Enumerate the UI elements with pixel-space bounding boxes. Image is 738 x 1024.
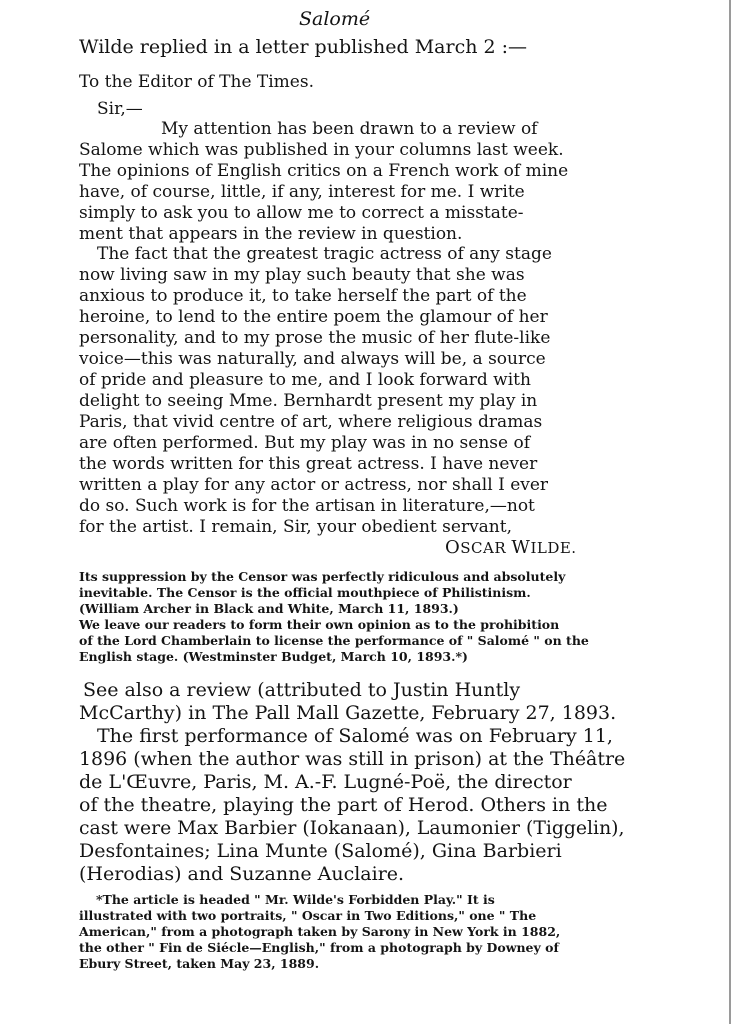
signature xyxy=(445,539,577,557)
letter-line: The opinions of English critics on a French work of mine xyxy=(79,161,569,181)
footnote-line: Ebury Street, taken May 23, 1889. xyxy=(79,956,320,971)
narrative-line: de L'Œuvre, Paris, M. A.-F. Lugné-Poë, the director xyxy=(79,771,572,793)
narrative-line: Desfontaines; Lina Munte (Salomé), Gina Barbieri xyxy=(79,840,562,862)
letter-line: My attention has been drawn to a review of xyxy=(161,119,538,139)
letter-line: have, of course, little, if any, interest for me. I write xyxy=(79,182,525,202)
note-line: English stage. (Westminster Budget, March 10, 1893.*) xyxy=(79,649,468,664)
note-line: of the Lord Chamberlain to license the performance of " Salomé " on the xyxy=(79,633,589,648)
running-head: Salomé xyxy=(299,8,371,30)
narrative-line: cast were Max Barbier (Iokanaan), Laumonier (Tiggelin), xyxy=(79,817,625,839)
page-edge-divider xyxy=(729,0,731,1024)
letter-line: now living saw in my play such beauty that she was xyxy=(79,265,525,285)
letter-line: do so. Such work is for the artisan in literature,—not xyxy=(79,496,535,516)
letter-line: The fact that the greatest tragic actress of any stage xyxy=(97,244,552,264)
letter-salutation: Sir,— xyxy=(97,99,143,119)
note-line: (William Archer in Black and White, March 11, 1893.) xyxy=(79,601,459,616)
signature-part: W xyxy=(511,537,531,558)
narrative-line: 1896 (when the author was still in prison) at the Théâtre xyxy=(79,748,626,770)
letter-line: delight to seeing Mme. Bernhardt present my play in xyxy=(79,391,538,411)
letter-line: simply to ask you to allow me to correct a misstate- xyxy=(79,203,524,223)
letter-line: ment that appears in the review in question. xyxy=(79,224,463,244)
signature-part: SCAR xyxy=(460,539,512,557)
footnote-line: the other " Fin de Siécle—English," from a photograph by Downey of xyxy=(79,940,559,955)
signature-part: O xyxy=(445,537,461,558)
note-line: Its suppression by the Censor was perfectly ridiculous and absolutely xyxy=(79,569,566,584)
intro-line: Wilde replied in a letter published March 2 :— xyxy=(79,36,528,58)
letter-line: personality, and to my prose the music of her flute-like xyxy=(79,328,551,348)
letter-line: the words written for this great actress. I have never xyxy=(79,454,538,474)
note-line: We leave our readers to form their own opinion as to the prohibition xyxy=(79,617,560,632)
letter-address: To the Editor of The Times. xyxy=(79,72,314,92)
letter-line: heroine, to lend to the entire poem the glamour of her xyxy=(79,307,548,327)
letter-line: for the artist. I remain, Sir, your obedient servant, xyxy=(79,517,512,537)
narrative-line: (Herodias) and Suzanne Auclaire. xyxy=(79,863,405,885)
letter-line: Paris, that vivid centre of art, where religious dramas xyxy=(79,412,543,432)
narrative-line: McCarthy) in The Pall Mall Gazette, February 27, 1893. xyxy=(79,702,617,724)
letter-line: voice—this was naturally, and always will be, a source xyxy=(79,349,546,369)
signature-part: ILDE. xyxy=(530,539,577,557)
letter-line: are often performed. But my play was in no sense of xyxy=(79,433,530,453)
note-line: inevitable. The Censor is the official mouthpiece of Philistinism. xyxy=(79,585,531,600)
narrative-line: See also a review (attributed to Justin Huntly xyxy=(83,679,521,701)
narrative-line: of the theatre, playing the part of Herod. Others in the xyxy=(79,794,608,816)
letter-line: of pride and pleasure to me, and I look forward with xyxy=(79,370,531,390)
narrative-line: The first performance of Salomé was on February 11, xyxy=(97,725,613,747)
letter-line: written a play for any actor or actress, nor shall I ever xyxy=(79,475,549,495)
letter-line: anxious to produce it, to take herself the part of the xyxy=(79,286,527,306)
footnote-line: illustrated with two portraits, " Oscar in Two Editions," one " The xyxy=(79,908,537,923)
footnote-line: American," from a photograph taken by Sarony in New York in 1882, xyxy=(79,924,561,939)
footnote-line: *The article is headed " Mr. Wilde's Forbidden Play." It is xyxy=(96,892,495,907)
letter-line: Salome which was published in your columns last week. xyxy=(79,140,564,160)
